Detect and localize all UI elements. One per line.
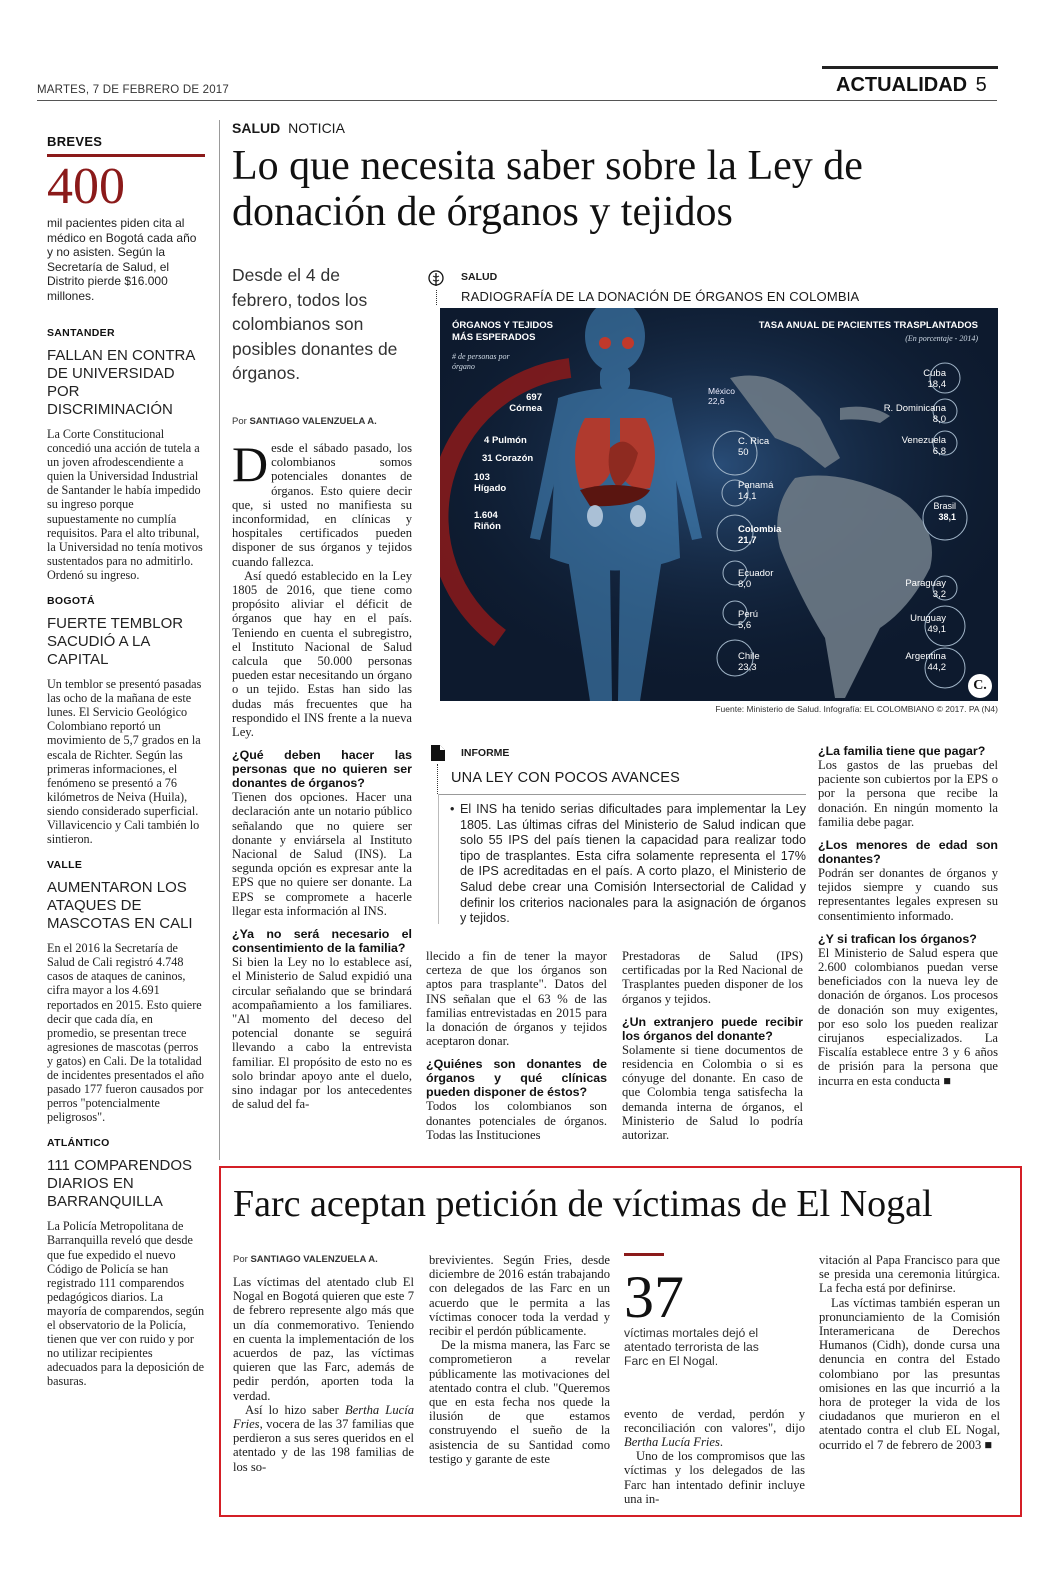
farc-col-3 [624,1253,805,1506]
farc-byline [233,1254,378,1265]
section-title [836,74,987,97]
informe-body: • El INS ha tenido serias dificultades para implementar la Ley 1805. Las últimas cifras del Ministerio de Salud indican que solo 55 IPS del país tienen la capacidad para realizar todo tipo de trasplantes. Esta cifra solamente representa el 17% de IPS acreditadas en el país. A corto plazo, el Ministerio de Salud debe crear una Comisión Intersectorial de Calidad y definir los criterios nacionales para la asignación de órganos y tejidos. [450,802,806,926]
article-para: llecido a fin de tener la mayor certeza de que los órganos son aptos para trasplante". Datos del INS señalan que el 63 % de las familias entrevistadas en 2015 para la donación de órganos y tejidos aceptaron donar. [426,949,607,1049]
farc-col-1 [233,1275,414,1474]
article-para: evento de verdad, perdón y reconciliación con valores", dijo Bertha Lucía Fries. [624,1406,805,1450]
sidebar-section: ATLÁNTICO [47,1137,110,1150]
country-label: México 22,6 [708,386,735,406]
article-col-3 [622,949,803,1142]
end-mark-icon: ■ [943,1073,951,1088]
country-label: R. Dominicana 8,0 [883,403,946,425]
article-col-2 [426,949,607,1142]
breves-rule [47,154,205,157]
sidebar-headline: 111 COMPARENDOS DIARIOS EN BARRANQUILLA [47,1157,193,1211]
document-icon [430,744,446,767]
organ-label: 697 Córnea [509,392,542,414]
country-label: Venezuela 6,8 [901,435,946,457]
country-label: Chile 23,3 [738,651,760,673]
issue-date: MARTES, 7 DE FEBRERO DE 2017 [37,84,230,96]
big-stat-caption: víctimas mortales dejó el atentado terrorista de las Farc en El Nogal. [624,1326,759,1369]
country-label: Brasil 38,1 [933,501,956,522]
byline-prefix: Por [232,416,247,427]
answer-text: Solamente si tiene documentos de residencia en Colombia o si es cónyuge del donante. En caso de que Colombia tenga satisfecha la demanda interna de órganos, el Ministerio de Salud lo podría autorizar. [622,1042,803,1143]
rates-title: TASA ANUAL DE PACIENTES TRASPLANTADOS [758,320,978,331]
organ-label: 31 Corazón [482,453,534,464]
article-para: Uno de los compromisos que las víctimas y los delegados de las Farc han intentado definir incluye una in- [624,1449,805,1506]
kicker-section: SALUD [232,120,281,136]
breves-big-number: 400 [47,158,125,215]
question-heading: ¿Los menores de edad son donantes? [818,838,998,867]
sidebar-body: La Corte Constitucional concedió una acción de tutela a un joven afrodescendiente a quien la Universidad Industrial de Santander le había impedido su ingreso porque supuestamente no cumplía requisitos. Para el alto tribunal, la Universidad no tenía motivos sustentados para no admitirlo. Ordenó su ingreso. [47,427,203,582]
section-name: ACTUALIDAD [836,74,968,96]
country-label: Paraguay 3,2 [905,578,946,600]
country-label: Perú 5,6 [738,609,759,631]
answer-text: Si bien la Ley no lo establece así, el Ministerio de Salud expidió una circular señalando que se brindará acompañamiento a los familiares. "Al momento del deceso del potencial donante se seguirá llevando a cabo la entrevista familiar. El propósito de esto no es solo brindar apoyo ante el duelo, sino indagar por los antecedentes de salud del fa- [232,955,412,1112]
answer-text: Tienen dos opciones. Hacer una declaración ante un notario público señalando que no quiere ser donante y enviársela al Instituto Nacional de Salud (INS). La segunda opción es expresar ante la EPS que no quiere ser donante. La EPS se compromete a hacerle llegar esta información al INS. [232,790,412,918]
country-label: Panamá 14,1 [738,480,774,502]
sidebar-section: VALLE [47,859,83,872]
informe-dotted-line [437,764,438,794]
organs-subtitle: # de personas por órgano [452,352,510,371]
sidebar-section: SANTANDER [47,327,115,339]
breves-label: BREVES [47,134,103,149]
question-heading: ¿Un extranjero puede recibir los órganos del donante? [622,1014,803,1043]
article-para: Desde el sábado pasado, los colombianos somos potenciales donantes de órganos. Esto quiere decir que, si usted no manifiesta su inconformidad, en clínicas y hospitales certificados pueden disponer de sus órganos y tejidos cuando fallezca. [232,436,412,569]
byline-name: SANTIAGO VALENZUELA A. [249,416,377,427]
organ-label: 1.604 Riñón [474,510,501,532]
organ-label: 103 Hígado [474,472,507,494]
country-label: Uruguay 49,1 [910,613,946,635]
el-colombiano-logo: C. [968,674,992,698]
rates-subtitle: (En porcentaje - 2014) [905,334,978,343]
answer-text: Todos los colombianos son donantes potenciales de órganos. Todas las Instituciones [426,1099,607,1142]
question-heading: ¿La familia tiene que pagar? [818,744,986,758]
farc-headline: Farc aceptan petición de víctimas de El Nogal [233,1183,933,1225]
article-para: Así quedó establecido en la Ley 1805 de 2016, que tiene como propósito aliviar el déficit de órganos que hay en el país. Teniendo en cuenta el subregistro, el Instituto Nacional de Salud calcula que 50.000 personas pueden estar necesitando un órgano o un tejido. Estas han sido las dudas más frecuentes que ha respondido el INS frente a la nueva Ley. [232,568,412,740]
article-headline: Lo que necesita saber sobre la Ley de donación de órganos y tejidos [232,143,863,235]
article-para: brevivientes. Según Fries, desde diciembre de 2016 están trabajando con delegados de las Farc en un acuerdo que le permita a las víctimas conocer toda la verdad y recibir el perdón públicamente. [429,1253,610,1339]
infographic-title: RADIOGRAFÍA DE LA DONACIÓN DE ÓRGANOS EN COLOMBIA [461,289,860,304]
header-rule [37,100,997,101]
infographic-panel [440,308,998,701]
question-heading: ¿Qué deben hacer las personas que no quieren ser donantes de órganos? [232,748,412,791]
sidebar-headline: AUMENTARON LOS ATAQUES DE MASCOTAS EN CALI [47,879,193,933]
answer-text: El Ministerio de Salud espera que 2.600 colombianos puedan verse beneficiados con la nueva ley de donación de órganos. Los procesos de donación son muy exigentes, por eso solo los pueden realizar cirujanos especializados. La Fiscalía establece entre 3 y 6 años de prisión para la persona que incurra en esta conducta ■ [818,945,998,1088]
sidebar-item [47,595,205,846]
byline-name: SANTIAGO VALENZUELA A. [250,1254,378,1265]
sidebar-headline: FALLAN EN CONTRA DE UNIVERSIDAD POR DISCRIMINACIÓN [47,347,195,418]
sidebar-section: BOGOTÁ [47,595,95,608]
article-byline [232,416,377,427]
country-label: Argentina 44,2 [905,651,946,673]
article-col-4 [818,744,998,1088]
breves-big-caption: mil pacientes piden cita al médico en Bogotá cada año y no asisten. Según la Secretaría de Salud, el Distrito pierde $16.000 millones. [47,216,197,303]
kicker-type: NOTICIA [288,120,345,136]
article-para: De la misma manera, las Farc se comprometieron a revelar públicamente las motivaciones del atentado contra el club. "Queremos que en esta fecha nos quede la ilusión de que estamos construyendo el sueño de la asistencia de su Santidad como testigo y garante de este [429,1338,610,1466]
infographic-art [440,308,998,701]
country-label: Colombia 21,7 [738,524,782,546]
sidebar [47,134,205,1389]
sidebar-divider [219,120,220,1160]
question-heading: ¿Ya no será necesario el consentimiento de la familia? [232,927,412,956]
answer-text: Podrán ser donantes de órganos y tejidos siempre y cuando sus representantes legales expresen su consentimiento informado. [818,866,998,923]
country-label: Cuba 18,4 [923,368,946,390]
article-para: Las víctimas también esperan un pronunciamiento de la Comisión Interamericana de Derechos Humanos (Cidh), donde cursa una denuncia en contra del Estado colombiano por las presuntas omisiones en las que incurrió a la hora de proteger la vida de los ciudadanos que murieron en el atentado contra el club EL Nogal, ocurrido el 7 de febrero de 2003 ■ [819,1295,1000,1452]
article-para: Así lo hizo saber Bertha Lucía Fries, vocera de las 37 familias que perdieron a sus seres queridos en el atentado y de las 198 familias de los so- [233,1402,414,1474]
answer-text: Los gastos de las pruebas del paciente son cubiertos por la EPS o por la persona que recibe la donación. En ningún momento la familia debe pagar. [818,758,998,829]
country-label: C. Rica 50 [738,436,770,458]
farc-col-4 [819,1253,1000,1452]
farc-col-2 [429,1253,610,1466]
byline-prefix: Por [233,1254,248,1265]
article-col-1 [232,436,412,1112]
sidebar-body: La Policía Metropolitana de Barranquilla reveló que desde que fue expedido el nuevo Código de Policía se han registrado 111 comparendos pedagógicos diarios. La mayoría de comparendos, según el observatorio de la Policía, tienen que ver con ruido y por no utilizar recipientes adecuados para la deposición de basuras. [47,1219,205,1389]
informe-label: INFORME [461,747,510,759]
organs-title: ÓRGANOS Y TEJIDOS MÁS ESPERADOS [452,320,554,343]
farc-col-3-text [624,1407,805,1506]
farc-article-box [219,1166,1022,1517]
infographic-dotted-line [436,290,437,305]
article-kicker [232,120,345,136]
sidebar-item [47,1137,205,1388]
section-tab [822,66,998,69]
informe-rule [438,794,806,795]
bullet-icon: • [450,802,455,816]
end-mark-icon: ■ [984,1437,993,1452]
informe-box [428,742,806,932]
page-number: 5 [975,74,987,96]
country-label: Ecuador 8,0 [738,568,774,590]
infographic-source: Fuente: Ministerio de Salud. Infografía: EL COLOMBIANO © 2017. PA (N4) [715,704,998,714]
question-heading: ¿Quiénes son donantes de órganos y qué clínicas pueden disponer de éstos? [426,1057,607,1100]
organ-label: 4 Pulmón [484,435,527,446]
sidebar-body: Un temblor se presentó pasadas las ocho de la mañana de este lunes. El Servicio Geológico Colombiano reportó un movimiento de 5,7 grados en la escala de Richter. Según las primeras informaciones, el fenómeno se presentó a 76 kilómetros de Neiva (Huila), siendo considerado superficial. Villavicencio y Cali también lo sintieron. [47,677,202,847]
article-deck: Desde el 4 de febrero, todos los colombianos son posibles donantes de órganos. [232,265,398,383]
sidebar-body: En el 2016 la Secretaría de Salud de Cali registró 4.748 casos de ataques de caninos, cifra mayor a los 4.691 reportados en 2015. Esto quiere decir que cada día, en promedio, se presentan trece agresiones de mascotas (perros y gatos) en Cali. De la totalidad de incidentes presentados el año pasado 177 fueron causados por perros "potencialmente peligrosos". [47,941,205,1125]
sidebar-item [47,327,205,582]
drop-cap: D [232,436,269,492]
sidebar-headline: FUERTE TEMBLOR SACUDIÓ A LA CAPITAL [47,615,184,669]
question-heading: ¿Y si trafican los órganos? [818,931,977,946]
article-para: Prestadoras de Salud (IPS) certificadas por la Red Nacional de Trasplantes pueden disponer de los órganos y tejidos. [622,949,803,1006]
big-stat-rule [624,1253,664,1256]
informe-title: UNA LEY CON POCOS AVANCES [451,770,681,786]
article-para: Las víctimas del atentado club El Nogal en Bogotá quieren que este 7 de febrero represente algo más que un día conmemorativo. Teniendo en cuenta la implementación de los acuerdos de paz, las víctimas quieren que las Farc, además de pedir perdón, aporten toda la verdad. [233,1275,414,1403]
article-para: vitación al Papa Francisco para que se presida una ceremonia litúrgica. La fecha está por definirse. [819,1253,1000,1296]
informe-left-border [438,794,439,924]
infographic-section: SALUD [461,271,498,283]
big-stat-number: 37 [624,1264,684,1330]
sidebar-item [47,859,205,1124]
